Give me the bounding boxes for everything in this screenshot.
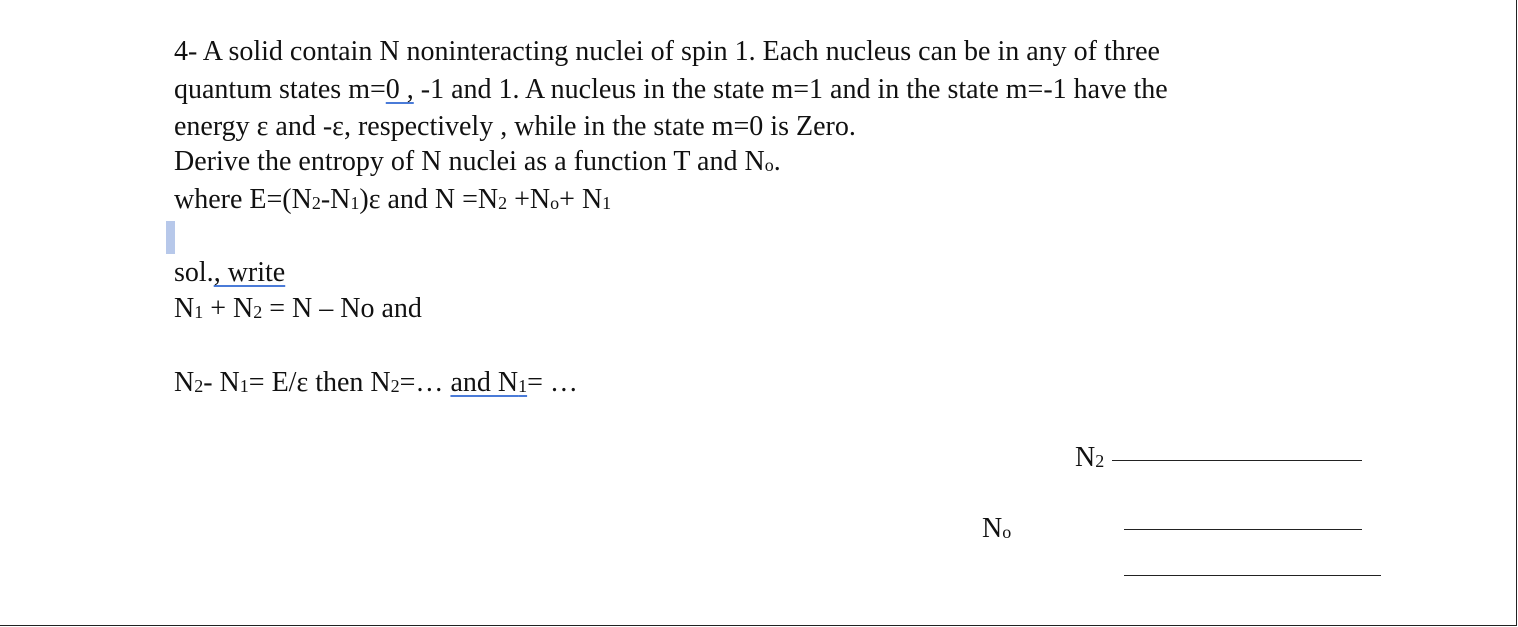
n2-energy-level xyxy=(1112,460,1362,461)
spellcheck-mark: , write xyxy=(213,257,286,288)
solution-equation-2: $N_2-$ $N_1= E/\varepsilon$ then $N_2=\dots$ and $N_1=$ … xyxy=(174,367,578,398)
problem-line-2: quantum states m=0 , -1 and 1. A nucleus in the state m=1 and in the state m=-1 have the xyxy=(174,74,1168,105)
text-cursor xyxy=(166,221,175,254)
n1-energy-level xyxy=(1124,575,1381,576)
no-energy-level xyxy=(1124,529,1362,530)
problem-line-4: Derive the entropy of N nuclei as a function T and $N_o$. xyxy=(174,146,781,177)
solution-heading: sol., write xyxy=(174,257,286,288)
spellcheck-mark: 0 , xyxy=(385,74,414,105)
spellcheck-mark: and $N_1$ xyxy=(450,367,528,398)
problem-line-5: where $E=(N_2-N_1)\varepsilon$ and $N =N_2 +N_o+ N_1$ xyxy=(174,184,612,215)
no-level-label: $N_o$ xyxy=(982,513,1012,544)
problem-line-3: energy ε and -ε, respectively , while in the state m=0 is Zero. xyxy=(174,111,856,142)
n2-level-label: $N_2$ xyxy=(1075,442,1105,473)
solution-equation-1: $N_1 + N_2 = N - No$ and xyxy=(174,293,422,324)
problem-line-1: 4- A solid contain N noninteracting nuclei of spin 1. Each nucleus can be in any of three xyxy=(174,36,1160,67)
